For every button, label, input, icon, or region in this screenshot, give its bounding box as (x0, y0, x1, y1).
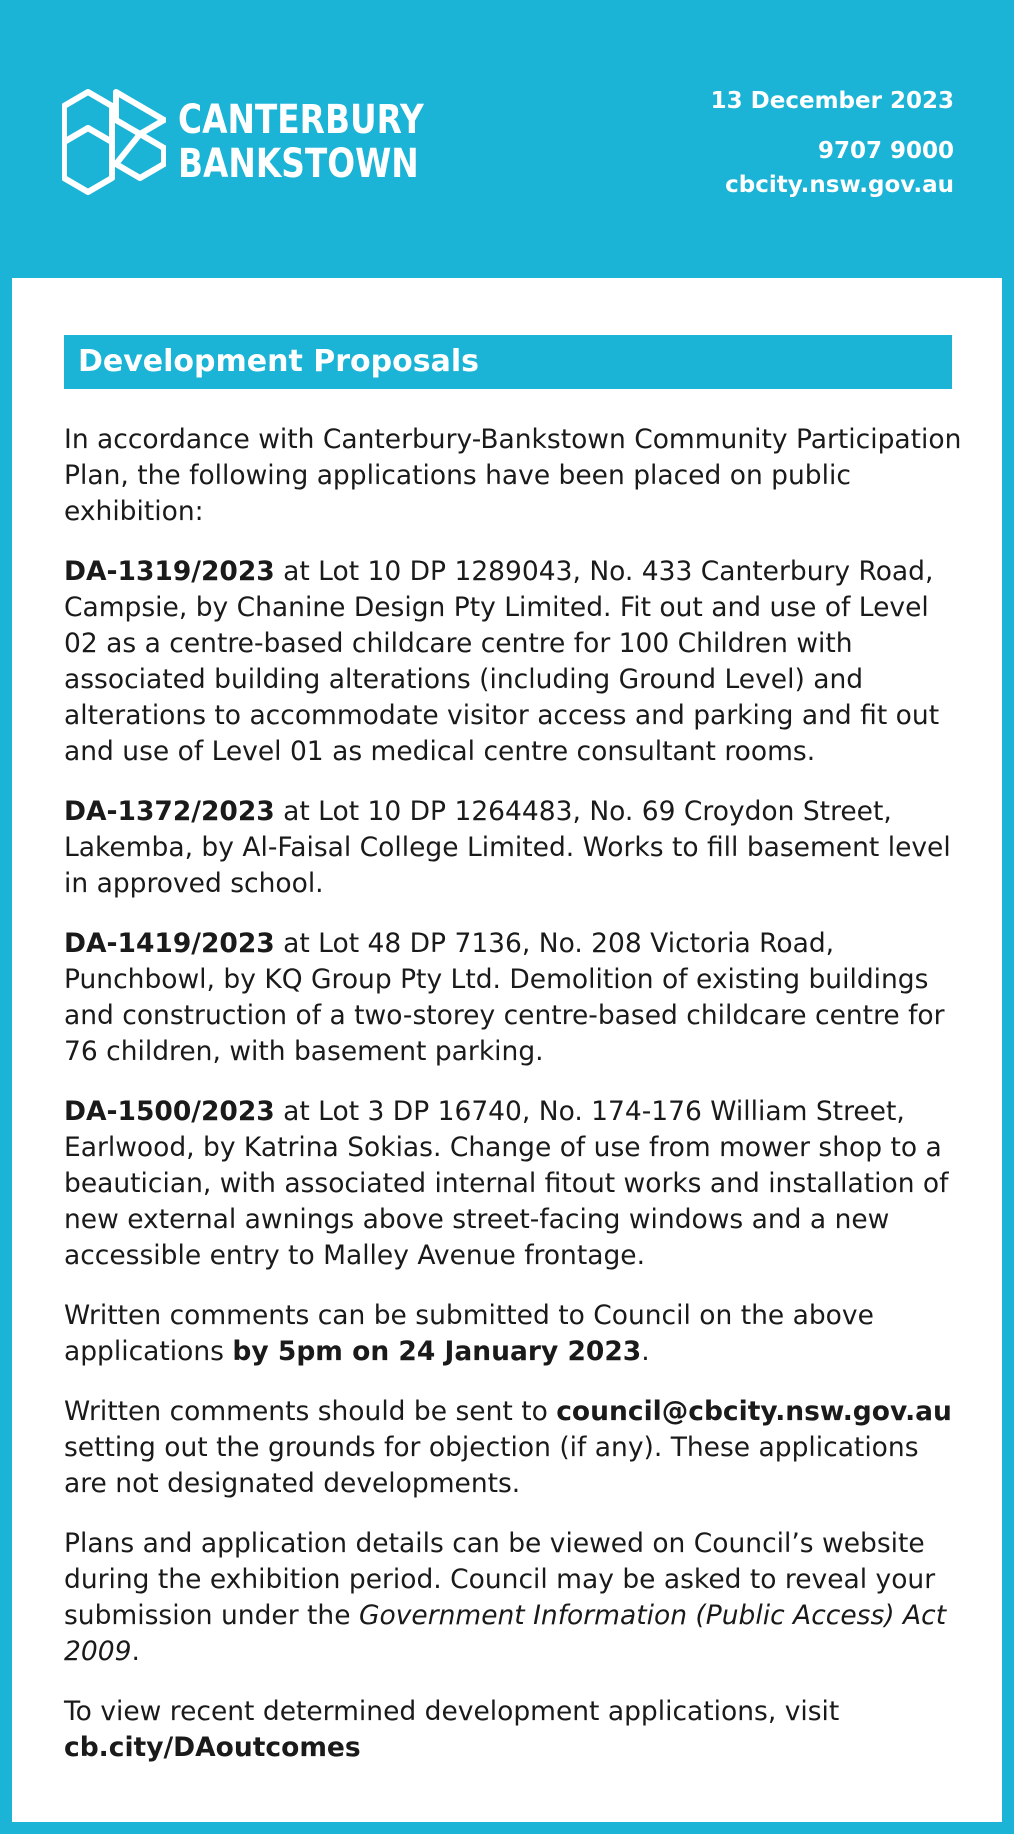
section-title: Development Proposals (78, 344, 479, 379)
plans-text: Plans and application details can be viewed on Council’s website during the exhibition period. Council may be asked to reveal your submission under the (64, 1528, 936, 1631)
contact-block (711, 84, 954, 202)
application-details: at Lot 3 DP 16740, No. 174-176 William Street, Earlwood, by Katrina Sokias. Change of use from mower shop to a beautician, with associated internal fitout works and installation of new external awnings above street-facing windows and a new accessible entry to Malley Avenue frontage. (64, 1096, 949, 1271)
council-email-link[interactable]: council@cbcity.nsw.gov.au (556, 1396, 952, 1427)
logo-line-1: CANTERBURY (178, 97, 424, 143)
application-item (64, 1094, 964, 1274)
application-id: DA-1419/2023 (64, 928, 275, 959)
notice-body (64, 422, 964, 1790)
comments-end: . (641, 1336, 650, 1367)
logo-wordmark (178, 98, 478, 186)
application-details: at Lot 10 DP 1264483, No. 69 Croydon Street, Lakemba, by Al-Faisal College Limited. Works to fill basement level in approved school. (64, 796, 951, 899)
application-id: DA-1372/2023 (64, 796, 275, 827)
phone-number[interactable]: 9707 9000 (817, 138, 954, 164)
submission-text-2: setting out the grounds for objection (if any). These applications are not designated developments. (64, 1432, 919, 1499)
intro-paragraph: In accordance with Canterbury-Bankstown Community Participation Plan, the following applications have been placed on public exhibition: (64, 424, 962, 527)
act-title: Government Information (Public Access) Act 2009 (64, 1600, 947, 1667)
application-item (64, 926, 964, 1070)
outcomes-text: To view recent determined development applications, visit (64, 1696, 840, 1727)
plans-end: . (131, 1636, 140, 1667)
comments-text: Written comments can be submitted to Council on the above applications (64, 1300, 874, 1367)
cb-monogram-icon (62, 88, 166, 196)
submission-text: Written comments should be sent to (64, 1396, 557, 1427)
comments-deadline: by 5pm on 24 January 2023 (232, 1336, 642, 1367)
da-outcomes-link[interactable]: cb.city/DAoutcomes (64, 1732, 361, 1763)
application-details: at Lot 48 DP 7136, No. 208 Victoria Road, Punchbowl, by KQ Group Pty Ltd. Demolition of existing buildings and construction of a two-storey centre-based childcare centre for 76 children, with basement parking. (64, 928, 945, 1067)
logo-line-2: BANKSTOWN (178, 141, 419, 187)
website-link[interactable]: cbcity.nsw.gov.au (725, 172, 954, 198)
application-details: at Lot 10 DP 1289043, No. 433 Canterbury Road, Campsie, by Chanine Design Pty Limited. Fit out and use of Level 02 as a centre-based childcare centre for 100 Children with associated building alterations (including Ground Level) and alterations to accommodate visitor access and parking and fit out and use of Level 01 as medical centre consultant rooms. (64, 556, 940, 767)
header (0, 0, 1014, 278)
application-item (64, 794, 964, 902)
application-id: DA-1500/2023 (64, 1096, 275, 1127)
outcomes-paragraph (64, 1694, 964, 1766)
comments-paragraph (64, 1298, 964, 1370)
application-id: DA-1319/2023 (64, 556, 275, 587)
notice-date: 13 December 2023 (710, 88, 954, 114)
plans-paragraph (64, 1526, 964, 1670)
section-banner (64, 335, 952, 389)
canterbury-bankstown-logo (62, 88, 478, 196)
application-item (64, 554, 964, 770)
notice-panel (12, 278, 1002, 1822)
submission-paragraph (64, 1394, 964, 1502)
